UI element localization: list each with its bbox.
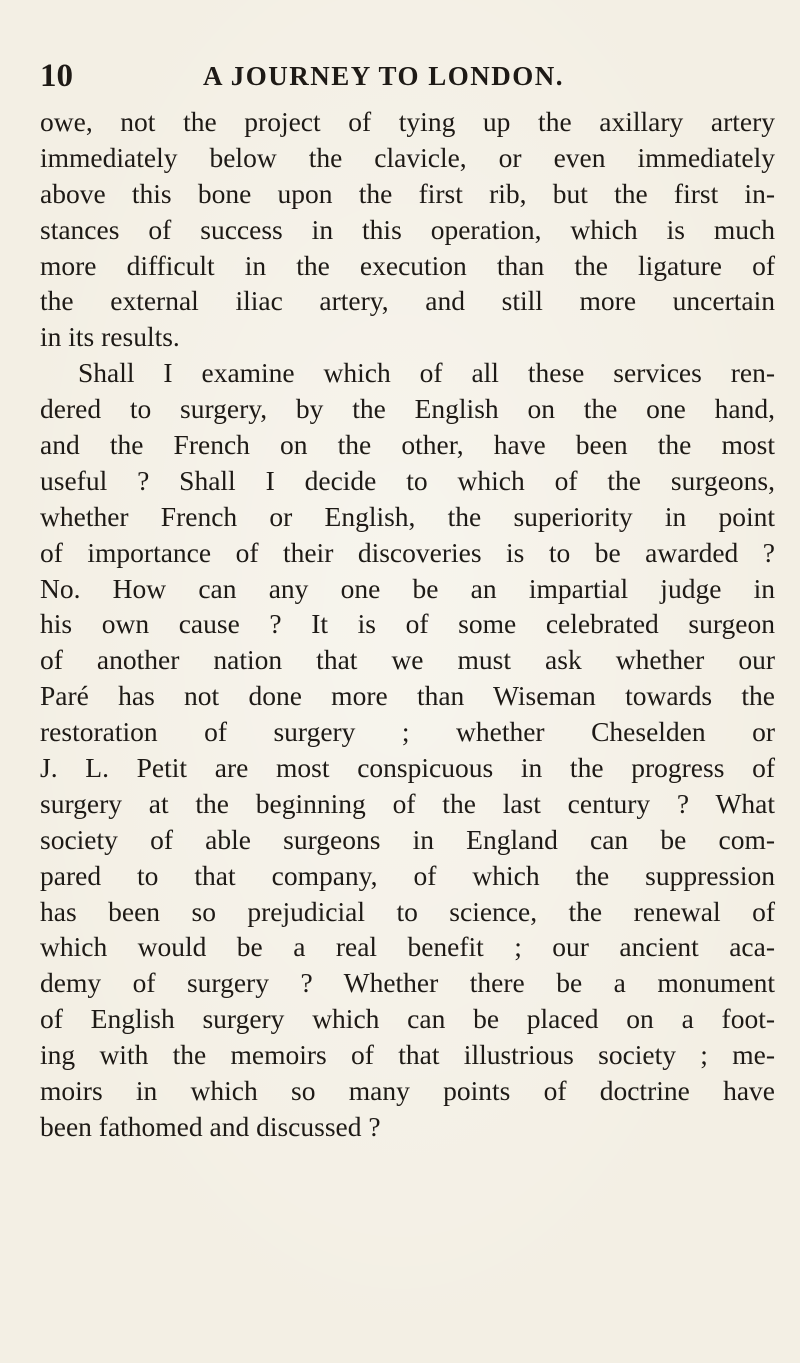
text-line: owe, not the project of tying up the axillary artery [40,106,775,137]
text-line: restoration of surgery ; whether Cheselden or [40,716,775,748]
text-line: immediately below the clavicle, or even immediately [40,141,775,173]
text-line: J. L. Petit are most conspicuous in the progress of [40,752,775,784]
text-line: Paré has not done more than Wiseman towards the [40,680,775,712]
text-line: of importance of their discoveries is to be awarded ? [40,536,775,568]
text-line: demy of surgery ? Whether there be a monument [40,967,775,999]
text-line: the external iliac artery, and still more uncertain [40,285,775,317]
text-line: above this bone upon the first rib, but the first in- [40,177,775,209]
text-line: of another nation that we must ask whether our [40,644,775,676]
text-line: dered to surgery, by the English on the one hand, [40,393,775,425]
page-number: 10 [40,58,73,94]
text-line: more difficult in the execution than the ligature of [40,249,775,281]
paragraph-start-line: Shall I examine which of all these services ren- [78,357,775,389]
running-head [40,56,775,96]
text-line: society of able surgeons in England can be com- [40,823,775,855]
text-line: surgery at the beginning of the last century ? What [40,787,775,819]
text-line: No. How can any one be an impartial judge in [40,572,775,604]
text-line: ing with the memoirs of that illustrious society ; me- [40,1039,775,1071]
text-line: in its results. [40,321,180,353]
text-line: pared to that company, of which the suppression [40,859,775,891]
text-line: been fathomed and discussed ? [40,1110,381,1142]
text-line: has been so prejudicial to science, the renewal of [40,895,775,927]
text-line: moirs in which so many points of doctrine have [40,1075,775,1107]
text-line: stances of success in this operation, which is much [40,213,775,245]
text-line: useful ? Shall I decide to which of the surgeons, [40,464,775,496]
text-line: his own cause ? It is of some celebrated surgeon [40,608,775,640]
running-title: A JOURNEY TO LONDON. [203,61,565,91]
text-line: of English surgery which can be placed on a foot- [40,1003,775,1035]
text-line: which would be a real benefit ; our ancient aca- [40,931,775,963]
text-line: and the French on the other, have been the most [40,429,775,461]
body-text [40,104,775,1145]
text-line: whether French or English, the superiority in point [40,500,775,532]
